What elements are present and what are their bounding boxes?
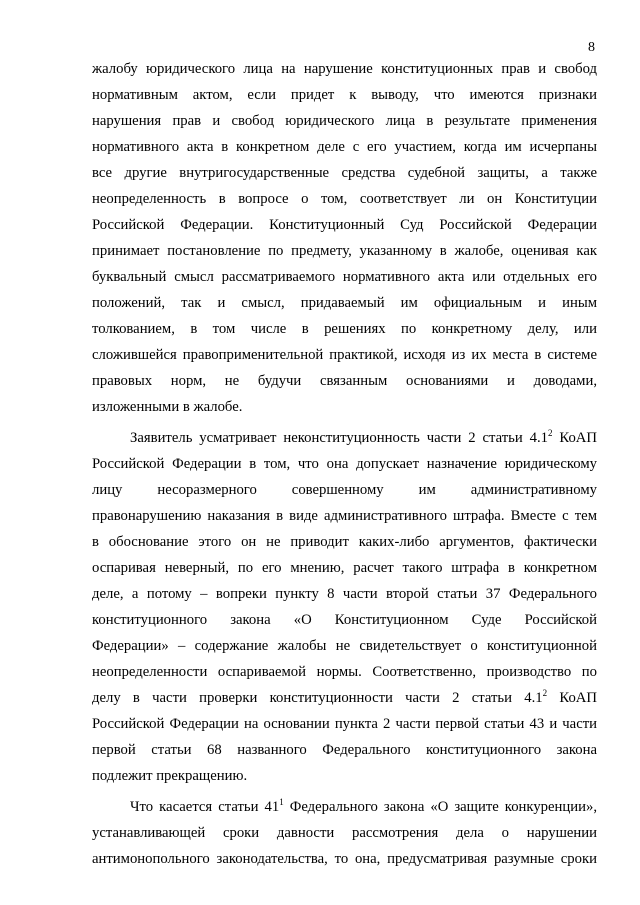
text-line: Российской Федерации. Конституционный Суд Российской Федерации [92, 217, 597, 233]
text-line: положений, так и смысл, придаваемый им официальным и иным [92, 295, 597, 311]
superscript: 2 [542, 688, 548, 699]
text-segment: Федерального закона «О защите конкуренции», [283, 799, 597, 815]
text-line: неопределенность в вопросе о том, соответствует ли он Конституции [92, 191, 597, 207]
text-line: устанавливающей сроки давности рассмотрения дела о нарушении [92, 825, 597, 841]
text-segment: КоАП [547, 690, 598, 706]
text-line: изложенными в жалобе. [92, 399, 243, 415]
text-line: правонарушению наказания в виде административного штрафа. Вместе с тем [92, 508, 597, 524]
text-line: все другие внутригосударственные средства судебной защиты, а также [92, 165, 597, 181]
text-line: антимонопольного законодательства, то она, предусматривая разумные сроки [92, 851, 597, 867]
text-line: лицу несоразмерного совершенному им административному [92, 482, 597, 498]
text-line: толкованием, в том числе в решениях по конкретному делу, или [92, 321, 597, 337]
page-number: 8 [588, 40, 595, 55]
text-line: первой статьи 68 названного Федерального конституционного закона [92, 742, 597, 758]
text-line: сложившейся правоприменительной практикой, исходя из их места в системе [92, 347, 597, 363]
text-line: Российской Федерации в том, что она допускает назначение юридическому [92, 456, 597, 472]
text-line [130, 794, 597, 820]
text-line: деле, а потому – вопреки пункту 8 части второй статьи 37 Федерального [92, 586, 597, 602]
text-line [130, 425, 597, 451]
text-line: принимает постановление по предмету, указанному в жалобе, оценивая как [92, 243, 597, 259]
text-line: нормативного акта в конкретном деле с его участием, когда им исчерпаны [92, 139, 597, 155]
text-line: в обоснование этого он не приводит каких-либо аргументов, фактически [92, 534, 597, 550]
text-segment: делу в части проверки конституционности части 2 статьи 4.1 [92, 690, 543, 706]
superscript: 2 [548, 428, 553, 439]
text-segment: Заявитель усматривает неконституционность части 2 статьи 4.1 [130, 430, 548, 446]
text-line: Российской Федерации на основании пункта 2 части первой статьи 43 и части [92, 716, 597, 732]
text-line: буквальный смысл рассматриваемого нормативного акта или отдельных его [92, 269, 597, 285]
text-segment: КоАП [552, 430, 598, 446]
text-line: оспаривая неверный, по его мнению, расчет такого штрафа в конкретном [92, 560, 597, 576]
text-line: конституционного закона «О Конституционном Суде Российской [92, 612, 597, 628]
text-line [92, 685, 597, 711]
text-line: Федерации» – содержание жалобы не свидетельствует о конституционной [92, 638, 597, 654]
text-line: неопределенности оспариваемой нормы. Соответственно, производство по [92, 664, 597, 680]
text-line: нормативным актом, если придет к выводу, что имеются признаки [92, 87, 597, 103]
text-line: нарушения прав и свобод юридического лица в результате применения [92, 113, 597, 129]
superscript: 1 [279, 797, 284, 808]
text-line: жалобу юридического лица на нарушение конституционных прав и свобод [92, 61, 597, 77]
text-line: подлежит прекращению. [92, 768, 248, 784]
text-line: правовых норм, не будучи связанным основаниями и доводами, [92, 373, 597, 389]
text-segment: Что касается статьи 41 [130, 799, 280, 815]
